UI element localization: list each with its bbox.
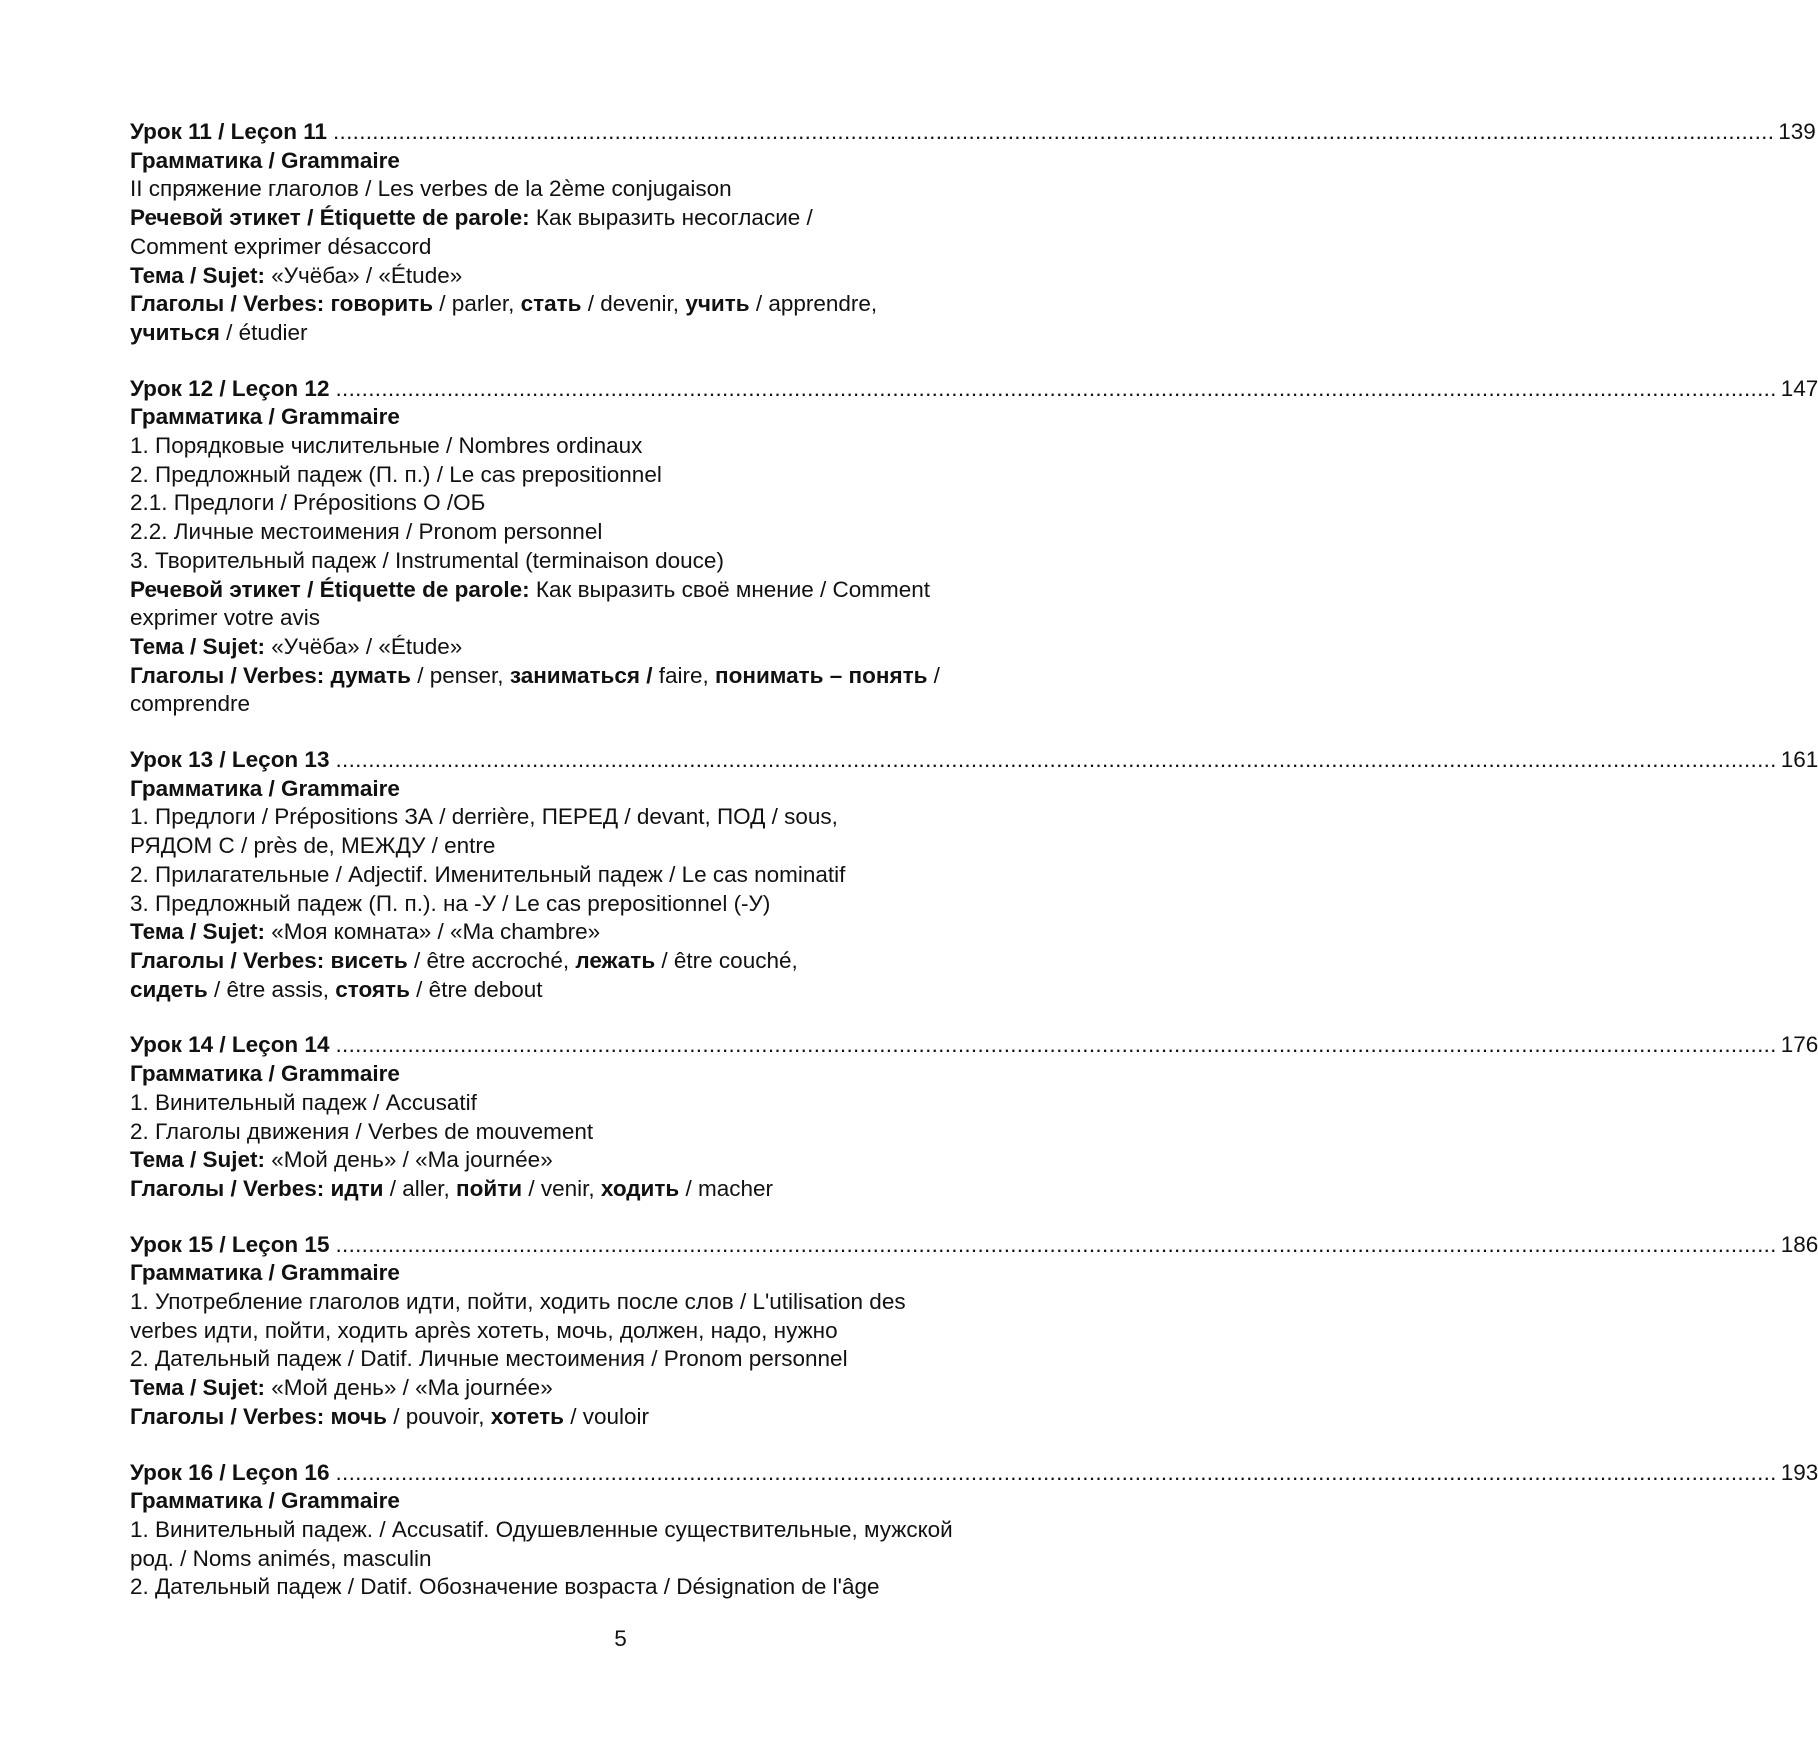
text-segment: 1. Употребление глаголов идти, пойти, ходить после слов / L'utilisation des [130,1289,906,1315]
lesson-page-number: 186 [1780,1231,1818,1257]
toc-line [130,1545,1060,1574]
lesson-title: Урок 13 / Leçon 13 [130,747,330,773]
text-segment: / [927,662,940,688]
text-segment: «Учёба» / «Étude» [264,262,463,288]
bold-text: заниматься / [509,662,653,688]
text-segment: verbes идти, пойти, ходить après хотеть, мочь, должен, надо, нужно [130,1317,838,1343]
text-segment: РЯДОМ С / près de, МЕЖДУ / entre [130,833,496,859]
text-segment: / étudier [219,319,308,345]
bold-text: Грамматика / Grammaire [130,404,400,430]
text-segment: 2.1. Предлоги / Prépositions О /ОБ [130,490,486,516]
toc-line [130,1259,1060,1288]
toc-line [130,918,1060,947]
text-segment: / venir, [522,1175,601,1201]
toc-entry-heading [130,1031,1818,1060]
text-segment: 3. Творительный падеж / Instrumental (terminaison douce) [130,547,724,573]
text-segment: 2. Глаголы движения / Verbes de mouvement [130,1118,594,1144]
toc-entry-heading [130,1231,1818,1260]
text-segment: 1. Винительный падеж. / Accusatif. Одушевленные существительные, мужской [130,1516,953,1542]
bold-text: Грамматика / Grammaire [130,1488,400,1514]
lesson-title: Урок 14 / Leçon 14 [130,1032,330,1058]
bold-text: ходить [600,1175,680,1201]
toc-line [130,175,1060,204]
dot-leader: ............................................................................................................................................................................................................................ [332,119,1775,144]
text-segment: 2. Прилагательные / Adjectif. Именительный падеж / Le cas nominatif [130,861,846,887]
toc-line [130,947,1060,976]
dot-leader: ............................................................................................................................................................................................................................ [335,1231,1777,1257]
lesson-page-number: 193 [1780,1459,1818,1485]
text-segment: / macher [679,1175,774,1201]
text-segment: / devenir, [581,291,686,317]
toc-line [130,775,1060,804]
toc-line [130,461,1060,490]
bold-text: хотеть [490,1403,564,1429]
toc-entry-heading [130,746,1818,775]
text-segment: / être assis, [207,976,336,1002]
text-segment: 2. Дательный падеж / Datif. Личные местоимения / Pronom personnel [130,1346,848,1372]
text-segment: comprendre [130,691,251,717]
text-segment: 1. Предлоги / Prépositions ЗА / derrière, ПЕРЕД / devant, ПОД / sous, [130,804,838,830]
toc-line [130,1345,1060,1374]
toc-line [130,233,1060,262]
toc-line [130,1118,1060,1147]
toc-line [130,1146,1060,1175]
bold-text: стоять [335,976,410,1002]
bold-text: стать [520,291,582,317]
text-segment: / apprendre, [749,291,878,317]
toc-line [130,518,1060,547]
toc-line [130,1288,1060,1317]
dot-leader: ............................................................................................................................................................................................................................ [335,375,1777,401]
toc-line [130,690,1060,719]
toc-line [130,1487,1060,1516]
toc-line [130,633,1060,662]
toc-line [130,1089,1060,1118]
bold-text: пойти [456,1175,523,1201]
text-segment: 1. Винительный падеж / Accusatif [130,1089,477,1115]
toc-entry-heading [130,1459,1818,1488]
toc-entry-heading [130,118,1816,147]
toc-entry [130,118,1816,348]
toc-line [130,890,1060,919]
lesson-page-number: 147 [1780,375,1818,401]
toc-line [130,1516,1060,1545]
text-segment: / aller, [383,1175,457,1201]
bold-text: Тема / Sujet: [130,262,265,288]
toc-entry [130,1231,1818,1432]
toc-line [130,1403,1060,1432]
bold-text: Грамматика / Grammaire [130,1061,400,1087]
text-segment: «Моя комната» / «Ma chambre» [264,919,601,945]
toc-line [130,147,1060,176]
toc-line [130,1060,1060,1089]
text-segment: Comment exprimer désaccord [130,233,432,259]
text-segment: «Мой день» / «Ma journée» [264,1375,553,1401]
toc-line [130,976,1060,1005]
toc-line [130,319,1060,348]
lesson-page-number: 139 [1778,119,1816,144]
bold-text: сидеть [130,976,208,1002]
bold-text: лежать [575,947,656,973]
dot-leader: ............................................................................................................................................................................................................................ [335,1459,1777,1485]
toc-line [130,1317,1060,1346]
lesson-title: Урок 15 / Leçon 15 [130,1231,330,1257]
bold-text: Грамматика / Grammaire [130,1260,400,1286]
text-segment: / être debout [409,976,543,1002]
text-segment: / être couché, [655,947,798,973]
page-number: 5 [614,1626,627,1651]
text-segment: «Мой день» / «Ma journée» [264,1147,553,1173]
lesson-title: Урок 12 / Leçon 12 [130,375,330,401]
lesson-page-number: 176 [1780,1032,1818,1058]
bold-text: Глаголы / Verbes: идти [130,1175,384,1201]
toc-entry [130,1459,1818,1603]
toc-line [130,262,1060,291]
text-segment: род. / Noms animés, masculin [130,1545,432,1571]
toc-line [130,803,1060,832]
text-segment: 3. Предложный падеж (П. п.). на -У / Le cas prepositionnel (-У) [130,890,771,916]
toc-line [130,403,1060,432]
bold-text: учиться [130,319,220,345]
text-segment: Как выразить своё мнение / Comment [529,576,931,602]
text-segment: 2. Предложный падеж (П. п.) / Le cas prepositionnel [130,461,662,487]
lesson-title: Урок 16 / Leçon 16 [130,1459,330,1485]
toc-entry-heading [130,375,1818,404]
toc-line [130,547,1060,576]
table-of-contents [130,118,1818,1629]
toc-line [130,432,1060,461]
text-segment: faire, [652,662,716,688]
toc-entry [130,1031,1818,1203]
text-segment: exprimer votre avis [130,605,321,631]
bold-text: понимать – понять [715,662,928,688]
text-segment: 2. Дательный падеж / Datif. Обозначение возраста / Désignation de l'âge [130,1574,880,1600]
bold-text: Глаголы / Verbes: думать [130,662,411,688]
toc-line [130,290,1060,319]
text-segment: / être accroché, [407,947,576,973]
bold-text: учить [685,291,750,317]
text-segment: 2.2. Личные местоимения / Pronom personnel [130,519,603,545]
bold-text: Тема / Sujet: [130,633,265,659]
text-segment: / pouvoir, [386,1403,491,1429]
toc-line [130,576,1060,605]
toc-line [130,1573,1060,1602]
text-segment: Как выразить несогласие / [529,205,813,231]
bold-text: Глаголы / Verbes: мочь [130,1403,387,1429]
bold-text: Речевой этикет / Étiquette de parole: [130,205,530,231]
toc-line [130,1374,1060,1403]
bold-text: Глаголы / Verbes: говорить [130,291,434,317]
toc-entry [130,746,1818,1004]
toc-line [130,204,1060,233]
bold-text: Грамматика / Grammaire [130,147,400,173]
bold-text: Тема / Sujet: [130,1147,265,1173]
text-segment: II спряжение глаголов / Les verbes de la 2ème conjugaison [130,176,732,202]
toc-line [130,489,1060,518]
text-segment: «Учёба» / «Étude» [264,633,463,659]
toc-line [130,604,1060,633]
toc-line [130,1175,1060,1204]
toc-entry [130,375,1818,719]
text-segment: / parler, [433,291,521,317]
toc-line [130,662,1060,691]
toc-line [130,832,1060,861]
lesson-title: Урок 11 / Leçon 11 [130,119,327,144]
bold-text: Речевой этикет / Étiquette de parole: [130,576,530,602]
bold-text: Тема / Sujet: [130,1375,265,1401]
lesson-page-number: 161 [1780,747,1818,773]
bold-text: Грамматика / Grammaire [130,775,400,801]
toc-line [130,861,1060,890]
dot-leader: ............................................................................................................................................................................................................................ [335,1032,1777,1058]
text-segment: 1. Порядковые числительные / Nombres ordinaux [130,433,643,459]
text-segment: / penser, [411,662,510,688]
bold-text: Глаголы / Verbes: висеть [130,947,408,973]
bold-text: Тема / Sujet: [130,919,265,945]
text-segment: / vouloir [563,1403,650,1429]
dot-leader: ............................................................................................................................................................................................................................ [335,747,1777,773]
